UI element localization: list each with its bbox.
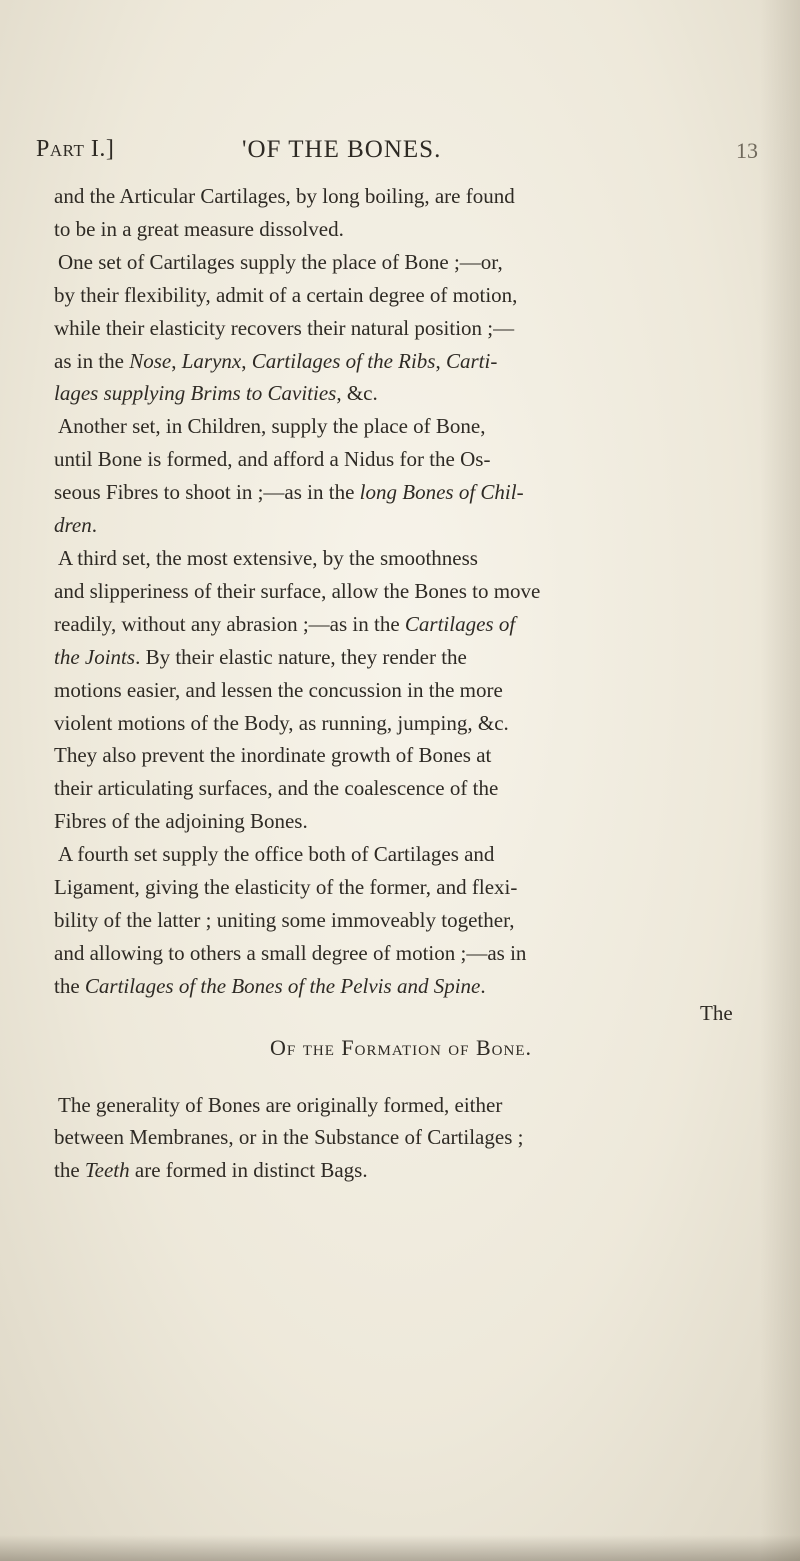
section-heading: Of the Formation of Bone. <box>270 1034 532 1060</box>
text-line: One set of Cartilages supply the place of Bone ;—or, <box>58 249 503 274</box>
paragraph-fourth-set <box>54 838 748 1003</box>
catchword: The <box>700 1001 733 1025</box>
text-line: between Membranes, or in the Substance of Cartilages ; <box>54 1125 524 1150</box>
text-line: as in the Nose, Larynx, Cartilages of the Ribs, Carti- <box>54 348 498 373</box>
text-line: The generality of Bones are originally formed, either <box>58 1092 503 1117</box>
paragraph-formation <box>54 1089 748 1188</box>
body-text <box>54 180 748 1187</box>
running-title: 'OF THE BONES. <box>242 136 442 163</box>
text-line: Ligament, giving the elasticity of the former, and flexi- <box>54 875 518 900</box>
paragraph-second-set <box>54 410 748 542</box>
page-number: 13 <box>736 138 758 163</box>
paragraph-continuation <box>54 180 748 246</box>
text-line: until Bone is formed, and afford a Nidus for the Os- <box>54 447 491 472</box>
text-line: while their elasticity recovers their natural position ;— <box>54 315 515 340</box>
page-bottom-edge <box>0 1535 800 1561</box>
text-line: the Joints. By their elastic nature, they render the <box>54 644 467 669</box>
text-line: bility of the latter ; uniting some immoveably together, <box>54 907 515 932</box>
text-line: motions easier, and lessen the concussion in the more <box>54 677 503 702</box>
text-line: to be in a great measure dissolved. <box>54 216 344 241</box>
text-line: and allowing to others a small degree of motion ;—as in <box>54 940 527 965</box>
text-line: A fourth set supply the office both of Cartilages and <box>58 842 495 867</box>
part-label: Part I.] <box>36 136 115 162</box>
text-line: their articulating surfaces, and the coalescence of the <box>54 776 499 801</box>
text-line: the Teeth are formed in distinct Bags. <box>54 1158 368 1183</box>
text-line: A third set, the most extensive, by the smoothness <box>58 545 478 570</box>
running-header <box>36 136 758 176</box>
text-line: by their flexibility, admit of a certain degree of motion, <box>54 282 518 307</box>
text-line: readily, without any abrasion ;—as in the Cartilages of <box>54 611 516 636</box>
text-line: dren. <box>54 513 97 538</box>
page-edge-shadow <box>760 0 800 1561</box>
text-line: violent motions of the Body, as running, jumping, &c. <box>54 710 509 735</box>
paragraph-first-set <box>54 246 748 411</box>
text-line: and slipperiness of their surface, allow the Bones to move <box>54 578 541 603</box>
text-line: lages supplying Brims to Cavities, &c. <box>54 381 378 406</box>
paragraph-third-set <box>54 542 748 838</box>
text-line: Fibres of the adjoining Bones. <box>54 809 308 834</box>
text-line: seous Fibres to shoot in ;—as in the long Bones of Chil- <box>54 480 524 505</box>
text-line: and the Articular Cartilages, by long boiling, are found <box>54 184 515 208</box>
text-line: Another set, in Children, supply the place of Bone, <box>58 414 486 439</box>
text-line: the Cartilages of the Bones of the Pelvis and Spine. <box>54 973 486 998</box>
text-line: They also prevent the inordinate growth of Bones at <box>54 743 492 768</box>
